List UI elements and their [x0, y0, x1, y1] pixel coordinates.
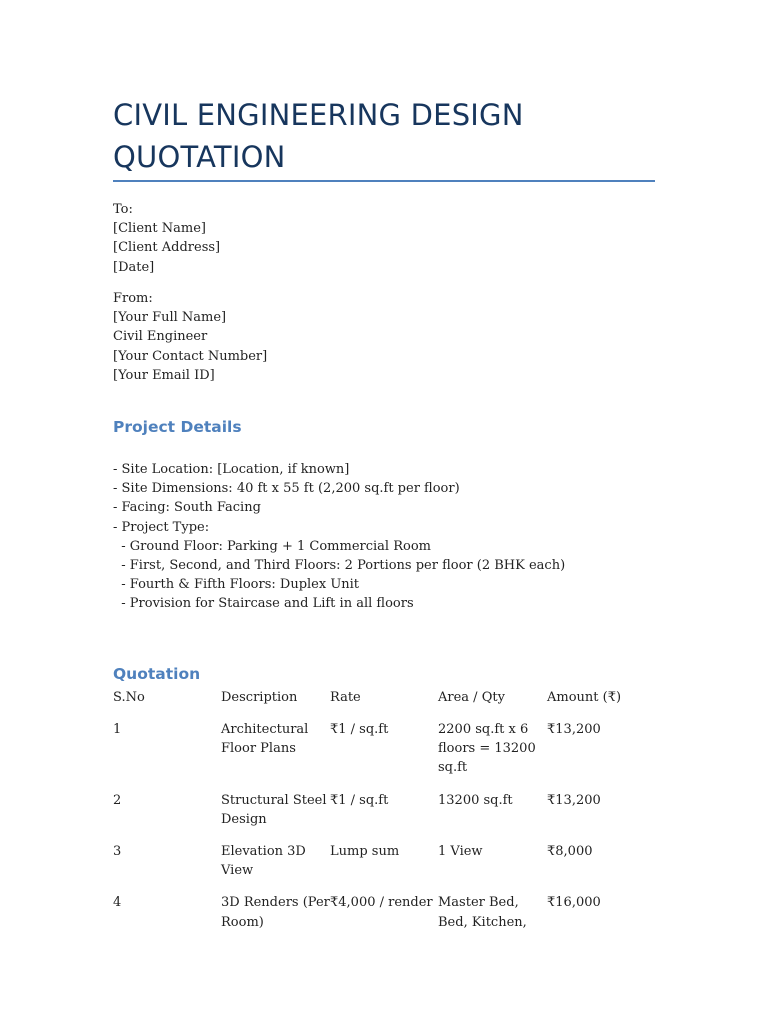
- from-address-block: [113, 289, 267, 385]
- from-line: [Your Full Name]: [113, 310, 227, 326]
- to-line: [Client Name]: [113, 221, 206, 237]
- table-row: [113, 893, 655, 944]
- cell-amount: ₹8,000: [547, 844, 593, 860]
- cell-area-qty: 13200 sq.ft: [438, 792, 513, 808]
- cell-description: Structural Steel Design: [221, 792, 327, 827]
- cell-area-qty: Master Bed, Bed, Kitchen,: [438, 895, 527, 930]
- detail-line: - Fourth & Fifth Floors: Duplex Unit: [113, 577, 360, 593]
- project-details-list: [113, 460, 565, 614]
- table-header-row: [113, 688, 655, 720]
- detail-line: - Site Dimensions: 40 ft x 55 ft (2,200 sq.ft per floor): [113, 481, 460, 497]
- header-rate: Rate: [330, 690, 361, 705]
- to-line: [Client Address]: [113, 240, 221, 256]
- title-divider: [113, 180, 655, 182]
- cell-sno: 4: [113, 895, 122, 911]
- from-line: From:: [113, 291, 153, 306]
- cell-amount: ₹16,000: [547, 895, 601, 911]
- from-line: [Your Contact Number]: [113, 348, 268, 364]
- project-details-heading: Project Details: [113, 418, 242, 436]
- document-title: [113, 94, 655, 178]
- quotation-table: [113, 688, 655, 945]
- detail-line: - Ground Floor: Parking + 1 Commercial Room: [113, 538, 431, 554]
- detail-line: - Provision for Staircase and Lift in all floors: [113, 596, 414, 612]
- from-line: [Your Email ID]: [113, 367, 215, 383]
- detail-line: - Site Location: [Location, if known]: [113, 462, 350, 477]
- title-line: CIVIL ENGINEERING DESIGN: [113, 98, 524, 132]
- cell-rate: ₹4,000 / render: [330, 895, 433, 911]
- cell-amount: ₹13,200: [547, 792, 601, 808]
- detail-line: - First, Second, and Third Floors: 2 Portions per floor (2 BHK each): [113, 558, 566, 574]
- cell-rate: Lump sum: [330, 844, 400, 860]
- to-address-block: [113, 200, 220, 277]
- to-line: [Date]: [113, 259, 155, 275]
- detail-line: - Facing: South Facing: [113, 500, 261, 516]
- header-description: Description: [221, 690, 298, 705]
- cell-amount: ₹13,200: [547, 722, 601, 737]
- from-line: Civil Engineer: [113, 329, 208, 345]
- table-row: [113, 842, 655, 893]
- detail-line: - Project Type:: [113, 519, 210, 535]
- cell-sno: 2: [113, 792, 122, 808]
- cell-description: 3D Renders (Per Room): [221, 895, 330, 930]
- cell-rate: ₹1 / sq.ft: [330, 792, 389, 808]
- cell-sno: 1: [113, 722, 122, 737]
- table-row: [113, 791, 655, 842]
- header-amount: Amount (₹): [547, 690, 622, 705]
- to-line: To:: [113, 202, 133, 217]
- quotation-heading: Quotation: [113, 665, 201, 683]
- title-line: QUOTATION: [113, 140, 286, 174]
- cell-rate: ₹1 / sq.ft: [330, 722, 389, 737]
- cell-area-qty: 2200 sq.ft x 6 floors = 13200 sq.ft: [438, 722, 536, 776]
- header-area-qty: Area / Qty: [438, 690, 505, 705]
- cell-sno: 3: [113, 844, 122, 860]
- cell-description: Elevation 3D View: [221, 844, 306, 879]
- cell-description: Architectural Floor Plans: [221, 722, 309, 757]
- cell-area-qty: 1 View: [438, 844, 483, 860]
- table-row: [113, 720, 655, 791]
- header-sno: S.No: [113, 690, 145, 705]
